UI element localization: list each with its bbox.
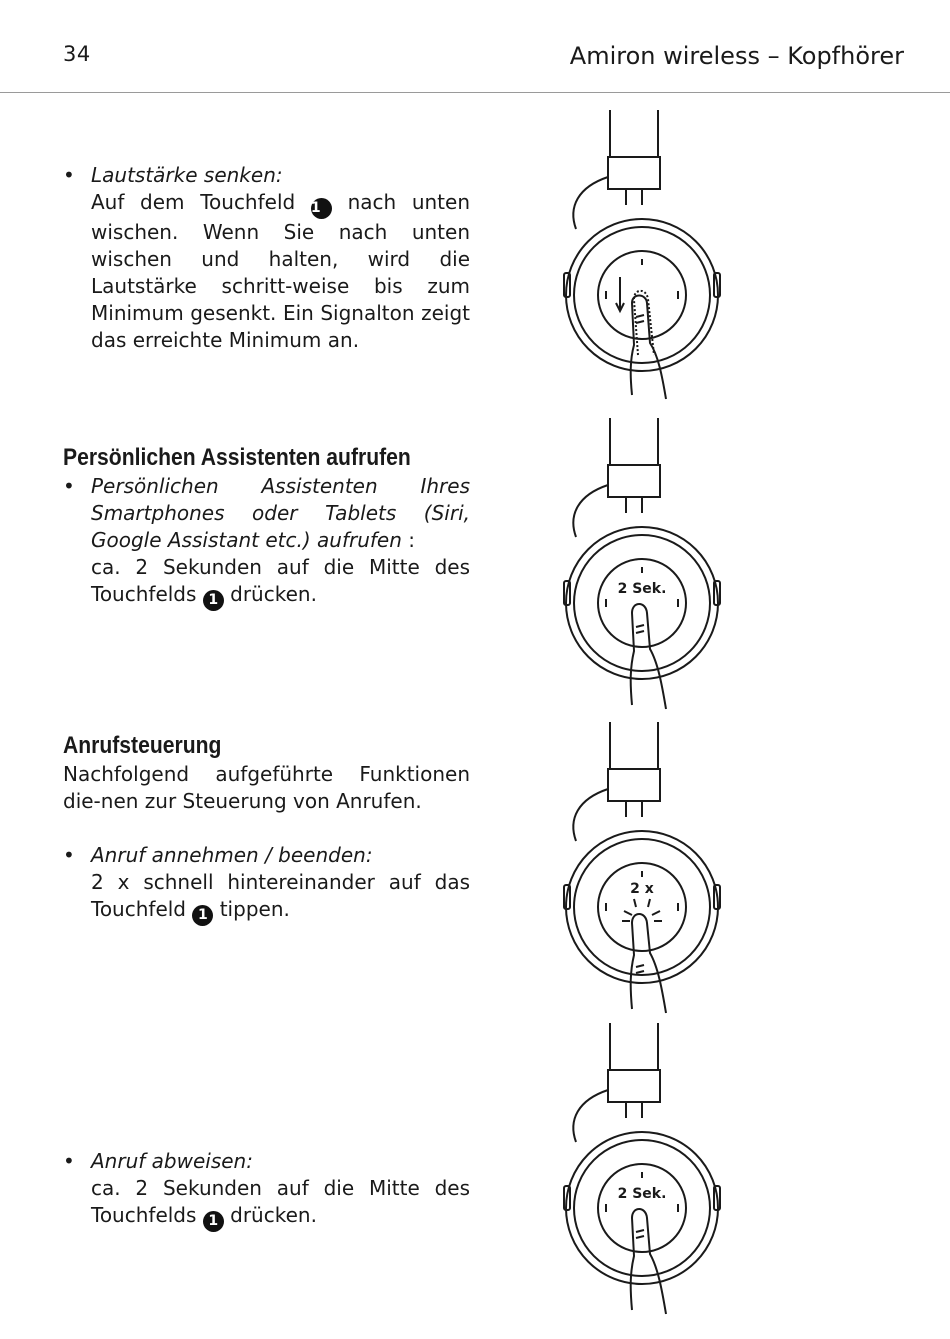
answer-call-instruction [91,869,470,926]
call-control-intro: Nachfolgend aufgeführte Funktionen die-nen zur Steuerung von Anrufen. [63,762,470,813]
assistant-section [63,443,470,611]
page-header-title: Amiron wireless – Kopfhörer [569,42,904,70]
touchfield-badge-icon: 1 [203,1211,224,1232]
answer-call-label: Anruf annehmen / beenden: [91,843,373,867]
assistant-item [63,473,470,611]
volume-down-label: Lautstärke senken: [91,163,283,187]
assistant-label-suffix: : [401,528,416,552]
reject-call-text-a: ca. 2 Sekunden auf die Mitte des Touchfelds [91,1176,470,1227]
reject-call-text-b: drücken. [230,1203,317,1227]
reject-call-instruction [91,1175,470,1232]
assistant-instruction [91,554,470,611]
assistant-label: Persönlichen Assistenten Ihres Smartphones oder Tablets (Siri, Google Assistant etc.) aufrufen [91,474,470,552]
call-control-heading: Anrufsteuerung [63,732,222,759]
assistant-label-block [91,473,470,554]
assistant-text-b: drücken. [230,582,317,606]
header-rule [0,92,950,93]
volume-down-text-a: Auf dem Touchfeld [91,190,296,214]
reject-call-section [63,1148,470,1232]
volume-down-section [63,162,470,354]
answer-call-text-a: 2 x schnell hintereinander auf das Touchfeld [91,870,470,921]
page-number: 34 [63,42,91,66]
assistant-heading: Persönlichen Assistenten aufrufen [63,444,411,471]
headphone-hold-illustration [550,413,740,713]
bullet-dot: • [63,474,75,498]
assistant-text-a: ca. 2 Sekunden auf die Mitte des Touchfelds [91,555,470,606]
illustration-label: 2 Sek. [617,581,667,597]
touchfield-badge-icon: 1 [203,590,224,611]
answer-call-item [63,842,470,926]
answer-call-text-b: tippen. [219,897,290,921]
volume-down-item [63,162,470,354]
touchfield-badge-icon: 1 [192,905,213,926]
illustration-label: 2 Sek. [617,1186,667,1202]
reject-call-label: Anruf abweisen: [91,1149,253,1173]
headphone-hold-illustration [550,1018,740,1318]
volume-down-line1 [91,189,470,219]
bullet-dot: • [63,843,75,867]
volume-down-description: wischen. Wenn Sie nach unten wischen und halten, wird die Lautstärke schritt-weise bis zum Minimum gesenkt. Ein Signalton zeigt das erreichte Minimum an. [91,220,470,352]
reject-call-item [63,1148,470,1232]
headphone-double-tap-illustration [550,717,740,1017]
touchfield-badge-icon: 1 [311,198,332,219]
bullet-dot: • [63,163,75,187]
call-control-section [63,731,470,926]
illustration-label: 2 x [630,881,654,897]
volume-down-text-b: nach unten [347,190,471,214]
headphone-swipe-down-illustration [550,105,740,405]
bullet-dot: • [63,1149,75,1173]
